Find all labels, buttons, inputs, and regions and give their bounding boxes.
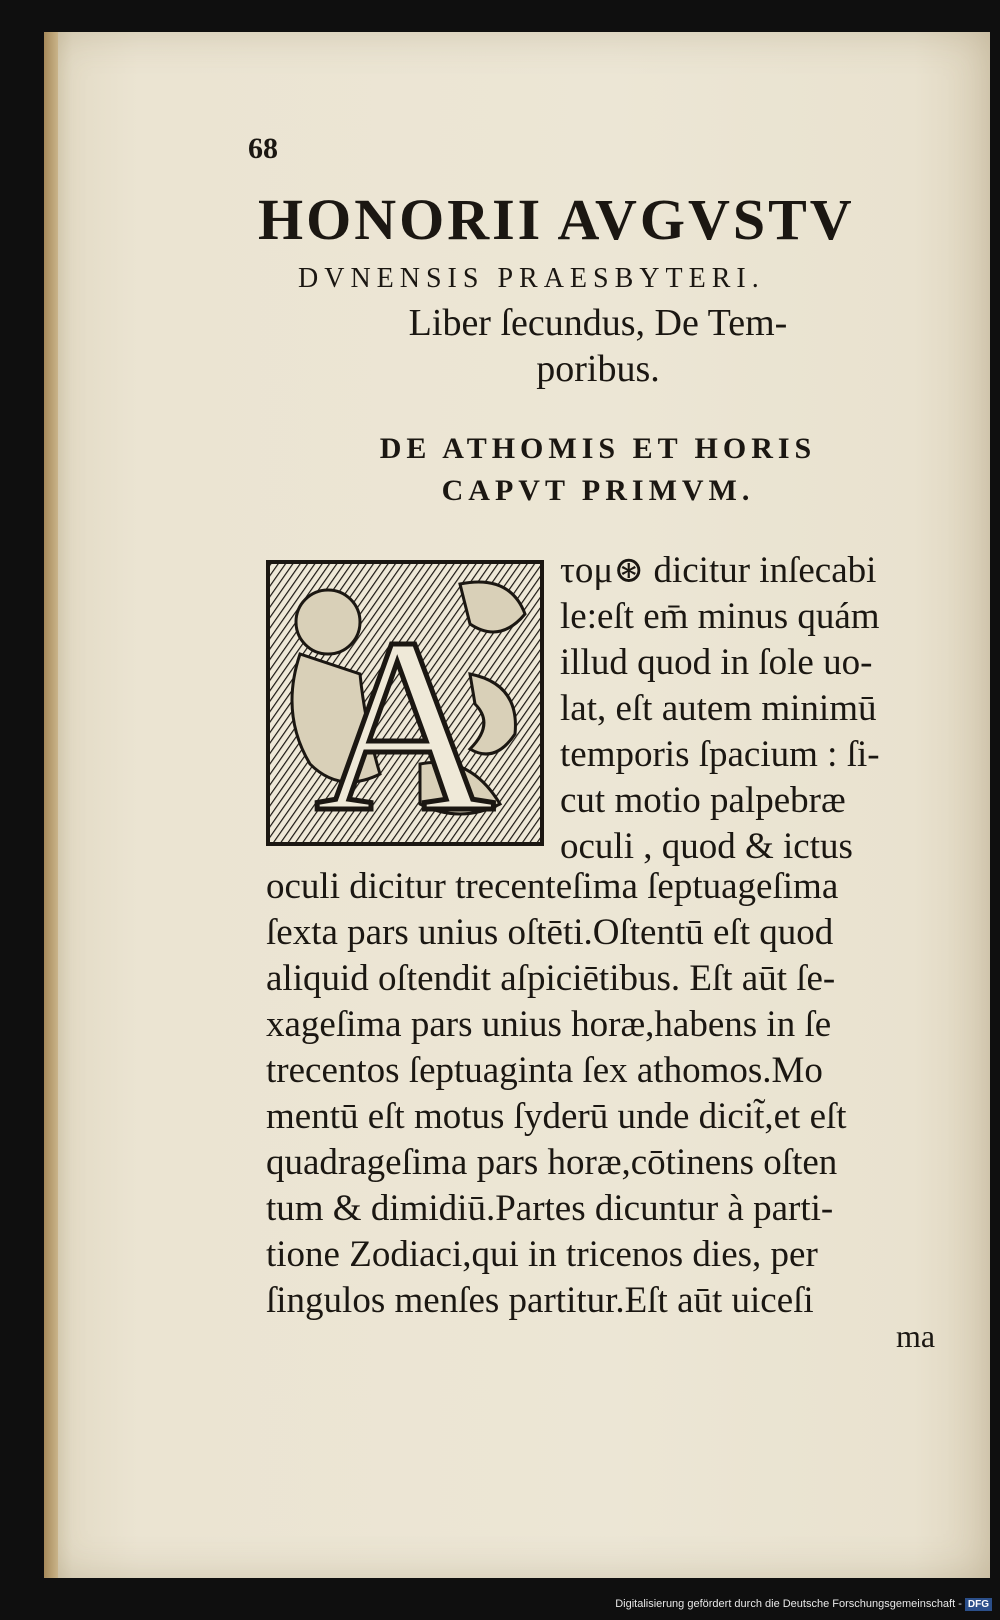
chapter-heading-line: DE ATHOMIS ET HORIS bbox=[379, 432, 817, 465]
text-line: tum & dimidiū.Partes dicuntur à parti- bbox=[266, 1188, 834, 1229]
text-line: mentū eſt motus ſyderū unde dicit̃,et eſt bbox=[266, 1096, 847, 1137]
page-title: HONORII AVGVSTV bbox=[258, 187, 855, 252]
text-line: cut motio palpebræ bbox=[560, 780, 846, 821]
text-line: oculi dicitur trecenteſima ſeptuageſima bbox=[266, 866, 839, 907]
dfg-logo: DFG bbox=[965, 1598, 992, 1611]
text-line: ſexta pars unius oſtēti.Oſtentū eſt quod bbox=[266, 912, 834, 953]
text-line: aliquid oſtendit aſpiciētibus. Eſt aūt ſe- bbox=[266, 958, 836, 999]
credit-text: Digitalisierung gefördert durch die Deutsche Forschungsgemeinschaft - bbox=[615, 1598, 962, 1610]
text-line: illud quod in ſole uo- bbox=[560, 642, 873, 683]
page-number: 68 bbox=[248, 132, 278, 165]
catchword: ma bbox=[896, 1318, 936, 1354]
text-line: le:eſt em̄ minus quám bbox=[560, 596, 880, 637]
book-title bbox=[258, 300, 938, 392]
body-text bbox=[266, 864, 952, 1324]
body-text-beside-initial bbox=[560, 548, 952, 870]
text-line: xageſima pars unius horæ,habens in ſe bbox=[266, 1004, 832, 1045]
page-subtitle: DVNENSIS PRAESBYTERI. bbox=[298, 263, 765, 294]
decorated-initial bbox=[266, 560, 544, 846]
text-line: trecentos ſeptuaginta ſex athomos.Mo bbox=[266, 1050, 823, 1091]
initial-letter: A bbox=[314, 587, 496, 842]
text-line: quadrageſima pars horæ,cōtinens oſten bbox=[266, 1142, 838, 1183]
chapter-heading bbox=[258, 428, 938, 512]
text-line: τομ⊛ dicitur inſecabi bbox=[560, 550, 877, 591]
text-line: lat, eſt autem minimū bbox=[560, 688, 877, 729]
text-line: ſingulos menſes partitur.Eſt aūt uiceſi bbox=[266, 1280, 814, 1321]
page-edge bbox=[44, 32, 58, 1578]
text-line: temporis ſpacium : ſi- bbox=[560, 734, 880, 775]
chapter-heading-line: CAPVT PRIMVM. bbox=[441, 474, 755, 507]
digitization-credit bbox=[615, 1598, 992, 1611]
text-line: oculi , quod & ictus bbox=[560, 826, 853, 867]
text-line: tione Zodiaci,qui in tricenos dies, per bbox=[266, 1234, 818, 1275]
book-title-line: poribus. bbox=[536, 348, 660, 390]
book-title-line: Liber ſecundus, De Tem- bbox=[408, 302, 788, 344]
woodcut-initial-illustration bbox=[270, 564, 540, 842]
